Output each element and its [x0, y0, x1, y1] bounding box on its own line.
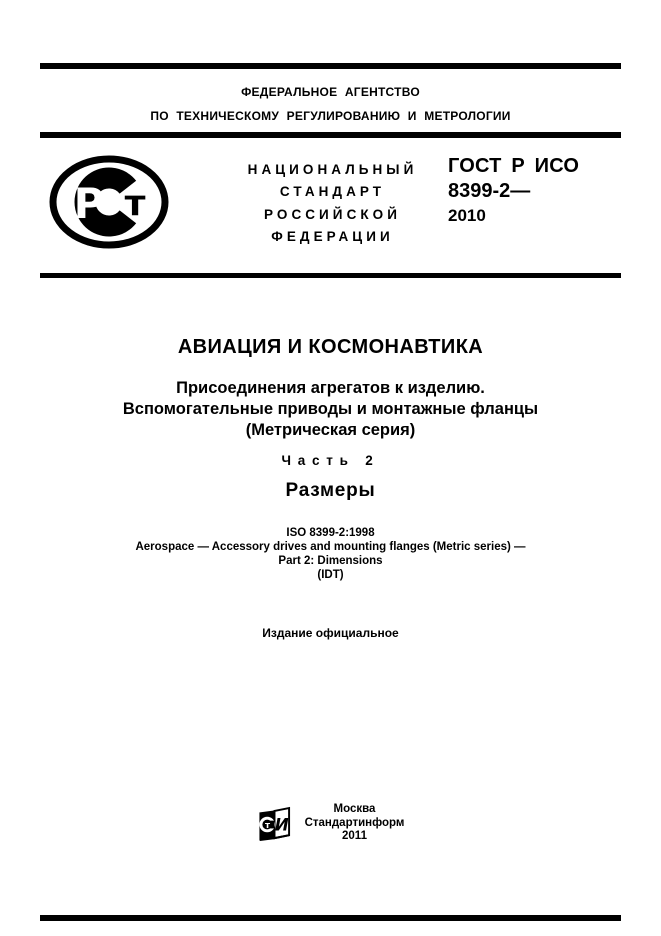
part-label: Часть 2 — [281, 453, 380, 468]
part-title: Размеры — [285, 480, 376, 501]
subtitle-line: (Метрическая серия) — [245, 421, 416, 439]
top-rule — [40, 63, 621, 69]
document-title: АВИАЦИЯ И КОСМОНАВТИКА — [177, 336, 484, 358]
org-line: СТАНДАРТ — [279, 184, 386, 200]
header-rule — [40, 132, 621, 138]
svg-text:И: И — [274, 815, 289, 835]
federal-agency-line2: ПО ТЕХНИЧЕСКОМУ РЕГУЛИРОВАНИЮ И МЕТРОЛОГИИ — [150, 109, 511, 123]
svg-text:Р: Р — [73, 179, 105, 228]
iso-reference-block — [0, 526, 661, 582]
org-line: РОССИЙСКОЙ — [264, 206, 401, 222]
band-rule — [40, 273, 621, 278]
designation-year: 2010 — [448, 206, 486, 225]
document-subtitle — [0, 378, 661, 441]
federal-agency-line1: ФЕДЕРАЛЬНОЕ АГЕНТСТВО — [241, 85, 420, 99]
imprint-text — [305, 803, 405, 844]
imprint-city: Москва — [333, 803, 376, 815]
svg-text:т: т — [124, 183, 146, 224]
bottom-rule — [40, 915, 621, 921]
subtitle-line: Присоединения агрегатов к изделию. — [176, 379, 485, 397]
imprint-publisher: Стандартинформ — [304, 816, 405, 829]
national-standard-block — [190, 159, 475, 248]
official-edition-note: Издание официальное — [262, 626, 399, 640]
standard-designation — [448, 154, 579, 228]
rst-certification-mark-icon — [48, 155, 170, 250]
iso-reference-line: Part 2: Dimensions — [278, 555, 383, 567]
standartinform-logo-icon — [257, 806, 292, 845]
org-line: ФЕДЕРАЦИИ — [271, 228, 394, 244]
iso-reference-line: (IDT) — [317, 569, 344, 581]
iso-reference-line: ISO 8399-2:1998 — [286, 527, 375, 539]
iso-reference-line: Aerospace — Accessory drives and mounting flanges (Metric series) — — [135, 541, 526, 553]
designation-prefix: ГОСТ Р ИСО — [448, 155, 580, 177]
svg-text:т: т — [264, 820, 270, 831]
imprint-year: 2011 — [342, 830, 367, 842]
designation-number: 8399-2— — [448, 180, 531, 202]
org-line: НАЦИОНАЛЬНЫЙ — [247, 162, 418, 177]
subtitle-line: Вспомогательные приводы и монтажные фланцы — [122, 400, 539, 418]
imprint — [0, 803, 661, 845]
